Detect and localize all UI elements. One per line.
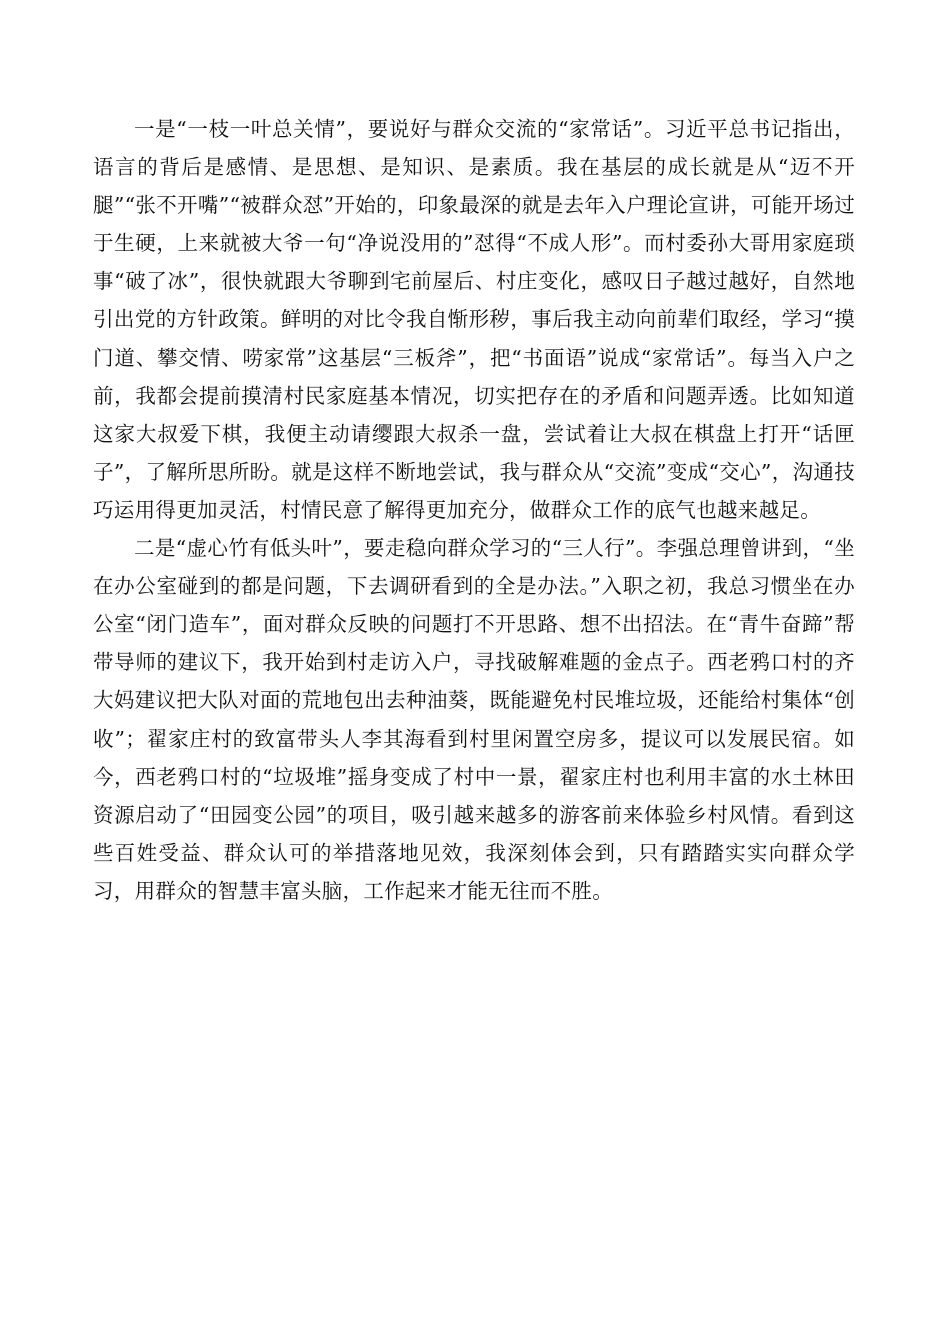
paragraph-2: 二是“虚心竹有低头叶”，要走稳向群众学习的“三人行”。李强总理曾讲到，“坐在办公室碰到的都是问题，下去调研看到的全是办法。”入职之初，我总习惯坐在办公室“闭门造车”，面对群众反映的问题打不开思路、想不出招法。在“青牛奋蹄”帮带导师的建议下，我开始到村走访入户，寻找破解难题的金点子。西老鸦口村的齐大妈建议把大队对面的荒地包出去种油葵，既能避免村民堆垃圾，还能给村集体“创收”；翟家庄村的致富带头人李其海看到村里闲置空房多，提议可以发展民宿。如今，西老鸦口村的“垃圾堆”摇身变成了村中一景，翟家庄村也利用丰富的水土林田资源启动了“田园变公园”的项目，吸引越来越多的游客前来体验乡村风情。看到这些百姓受益、群众认可的举措落地见效，我深刻体会到，只有踏踏实实向群众学习，用群众的智慧丰富头脑，工作起来才能无往而不胜。	[93, 536, 855, 903]
document-body	[93, 110, 855, 910]
paragraph-1: 一是“一枝一叶总关情”，要说好与群众交流的“家常话”。习近平总书记指出，语言的背后是感情、是思想、是知识、是素质。我在基层的成长就是从“迈不开腿”“张不开嘴”“被群众怼”开始的，印象最深的就是去年入户理论宣讲，可能开场过于生硬，上来就被大爷一句“净说没用的”怼得“不成人形”。而村委孙大哥用家庭琐事“破了冰”，很快就跟大爷聊到宅前屋后、村庄变化，感叹日子越过越好，自然地引出党的方针政策。鲜明的对比令我自惭形秽，事后我主动向前辈们取经，学习“摸门道、攀交情、唠家常”这基层“三板斧”，把“书面语”说成“家常话”。每当入户之前，我都会提前摸清村民家庭基本情况，切实把存在的矛盾和问题弄透。比如知道这家大叔爱下棋，我便主动请缨跟大叔杀一盘，尝试着让大叔在棋盘上打开“话匣子”，了解所思所盼。就是这样不断地尝试，我与群众从“交流”变成“交心”，沟通技巧运用得更加灵活，村情民意了解得更加充分，做群众工作的底气也越来越足。	[93, 117, 855, 522]
